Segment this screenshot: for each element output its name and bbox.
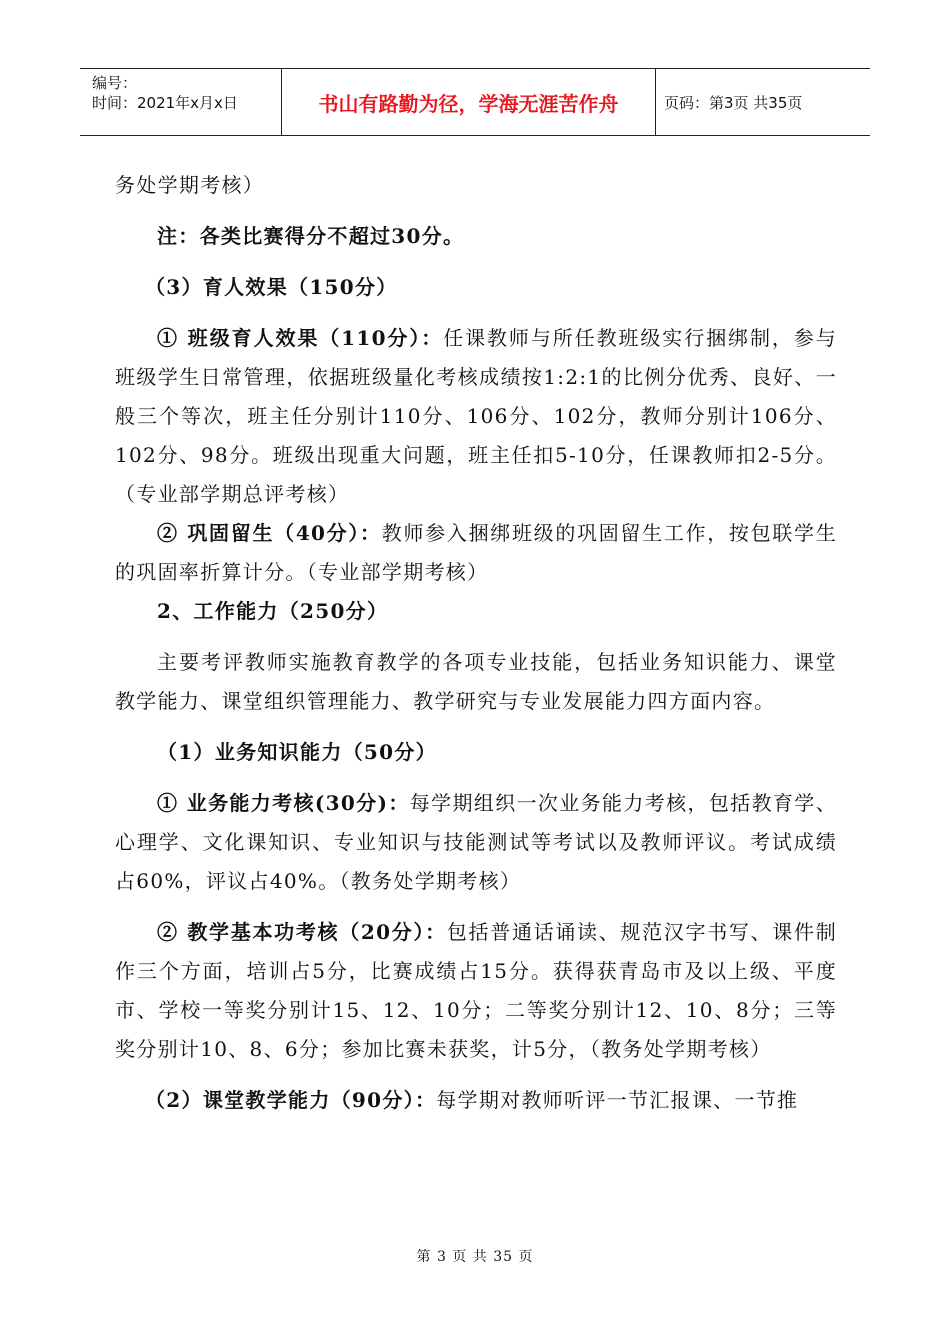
item-heading: ① 班级育人效果（110分）： (157, 326, 444, 350)
header-table (80, 68, 870, 136)
header-meta (80, 69, 282, 135)
paragraph-basic-skills (115, 913, 837, 1069)
item-text: 每学期组织一次业务能力考核，包括教育学、心理学、文化课知识、专业知识与技能测试等考试以及教师评议。考试成绩占60%，评议占40%。（教务处学期考核） (115, 791, 838, 893)
paragraph-class-education (115, 319, 837, 514)
section-heading-3: （3）育人效果（150分） (145, 275, 398, 299)
item-text: 包括普通话诵读、规范汉字书写、课件制作三个方面，培训占5分，比赛成绩占15分。获得获青岛市及以上级、平度市、学校一等奖分别计15、12、10分；二等奖分别计12、10、8分；三等奖分别计10、8、6分；参加比赛未获奖，计5分，（教务处学期考核） (115, 920, 838, 1061)
header-motto: 书山有路勤为径，学海无涯苦作舟 (282, 69, 656, 135)
paragraph-retention (115, 514, 837, 592)
document-date: 时间：2021年x月x日 (92, 94, 238, 112)
document-number: 编号： (92, 74, 138, 92)
item-text: 每学期对教师听评一节汇报课、一节推 (436, 1088, 799, 1112)
paragraph-classroom-teaching (115, 1081, 837, 1120)
section-heading-1: （1）业务知识能力（50分） (157, 740, 437, 764)
paragraph-business-exam (115, 784, 837, 901)
paragraph-ability-intro: 主要考评教师实施教育教学的各项专业技能，包括业务知识能力、课堂教学能力、课堂组织管理能力、教学研究与专业发展能力四方面内容。 (115, 650, 837, 713)
item-heading: ① 业务能力考核(30分)： (157, 791, 410, 815)
item-heading: ② 教学基本功考核（20分）： (157, 920, 447, 944)
item-heading: ② 巩固留生（40分）： (157, 521, 382, 545)
item-text: 任课教师与所任教班级实行捆绑制，参与班级学生日常管理，依据班级量化考核成绩按1:2:1的比例分优秀、良好、一般三个等次，班主任分别计110分、106分、102分，教师分别计106分、102分、98分。班级出现重大问题，班主任扣5-10分，任课教师扣2-5分。（专业部学期总评考核） (115, 326, 837, 506)
header-page-number: 页码：第3页 共35页 (664, 93, 803, 112)
item-text: 教师参入捆绑班级的巩固留生工作，按包联学生的巩固率折算计分。（专业部学期考核） (115, 521, 837, 584)
page-footer: 第 3 页 共 35 页 (416, 1249, 534, 1265)
section-heading-2: 2、工作能力（250分） (157, 599, 389, 623)
note-paragraph: 注：各类比赛得分不超过30分。 (157, 224, 465, 248)
paragraph-continuation: 务处学期考核） (115, 173, 265, 197)
item-heading: （2）课堂教学能力（90分）： (145, 1088, 437, 1112)
document-body (115, 166, 837, 1120)
